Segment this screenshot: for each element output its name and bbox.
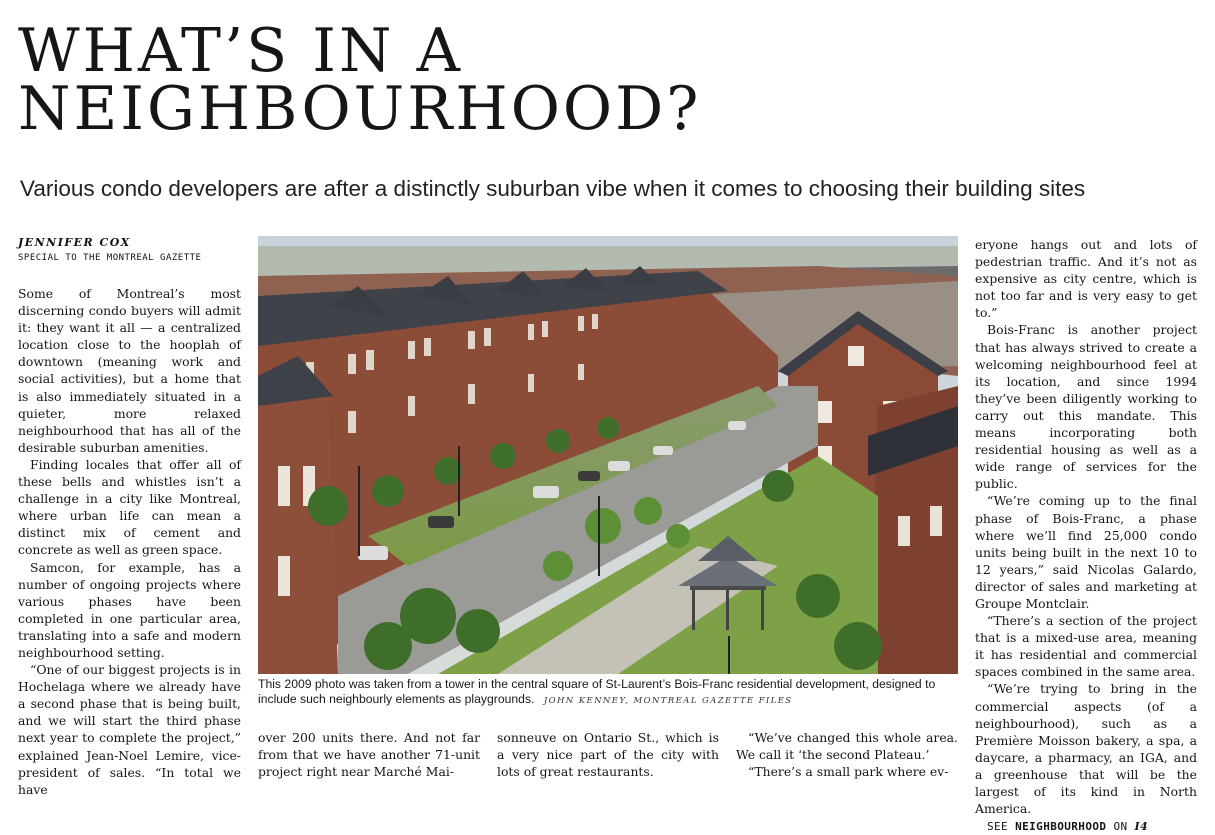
paragraph: “There’s a section of the project that is a mixed-use area, meaning it has residential and commercial spaces combined in the same area. [975,613,1197,680]
caption-text: This 2009 photo was taken from a tower in the central square of St-Laurent’s Bois-Franc residential development, designed to include such neighbourly elements as playgrounds. [258,677,936,706]
headline-line-1: WHAT’S IN A [18,16,463,86]
paragraph: Finding locales that offer all of these bells and whistles isn’t a challenge in a city like Montreal, where urban life can mean a distinct mix of cement and concrete as well as green space. [18,456,241,558]
deck-subheadline: Various condo developers are after a distinctly suburban vibe when it comes to choosing their building sites [20,176,1086,201]
article-column-4 [736,729,958,780]
paragraph: “We’ve changed this whole area. We call it ‘the second Plateau.’ [736,730,958,763]
photo-caption [258,677,960,709]
paragraph: “One of our biggest projects is in Hochelaga where we already have a second phase that is being built, and we will start the third phase next year to complete the project,” explained Jean-Noel Lemire, vice-president of sales. “In total we have [18,662,241,797]
article-column-1 [18,285,241,798]
jump-see: SEE [987,820,1009,834]
paragraph: Samcon, for example, has a number of ongoing projects where various phases have been completed in one particular area, translating into a safe and modern neighbourhood setting. [18,559,241,660]
paragraph: eryone hangs out and lots of pedestrian traffic. And it’s not as expensive as city centre, which is not too far and is very easy to get to.” [975,237,1197,321]
headline-line-2: NEIGHBOURHOOD? [18,74,702,144]
paragraph: sonneuve on Ontario St., which is a very nice part of the city with lots of great restaurants. [497,730,719,780]
paragraph: Bois-Franc is another project that has always strived to create a welcoming neighbourhood feel at its location, and since 1994 they’ve been diligently working to carry out this mandate. This means incorporating both residential housing as well as a wide range of services for the public. [975,322,1197,492]
byline-author: JENNIFER COX [18,236,131,249]
article-column-5 [975,236,1197,835]
byline [18,236,248,265]
jump-keyword: NEIGHBOURHOOD [1015,820,1107,834]
paragraph: “We’re trying to bring in the commercial aspects (of a neighbourhood), such as a Première Moisson bakery, a spa, a daycare, a pharmacy, an IGA, and a greenhouse that will be the largest of its kind in North America. [975,681,1197,817]
article-column-2 [258,729,480,780]
article-column-3 [497,729,719,780]
paragraph: “There’s a small park where ev- [748,764,949,780]
paragraph: over 200 units there. And not far from that we have another 71-unit project right near Marché Mai- [258,730,480,780]
photo-credit: JOHN KENNEY, MONTREAL GAZETTE FILES [543,696,793,706]
news-photo [258,236,958,674]
paragraph: Some of Montreal’s most discerning condo buyers will admit it: they want it all — a centralized location close to the hooplah of downtown (meaning work and social activities), but a home that is also immediately situated in a quieter, more relaxed neighbourhood that has all of the desirable suburban amenities. [18,286,241,455]
byline-affiliation: SPECIAL TO THE MONTREAL GAZETTE [18,253,202,263]
paragraph: “We’re coming up to the final phase of Bois-Franc, a phase where we’ll find 25,000 condo units being built in the next 10 to 12 years,” said Nicolas Galardo, director of sales and marketing at Groupe Montclair. [975,493,1197,611]
jump-on: ON [1113,820,1128,834]
jump-page: I4 [1134,820,1149,834]
neighbourhood-photo-illustration [258,236,958,674]
headline [18,16,1198,144]
